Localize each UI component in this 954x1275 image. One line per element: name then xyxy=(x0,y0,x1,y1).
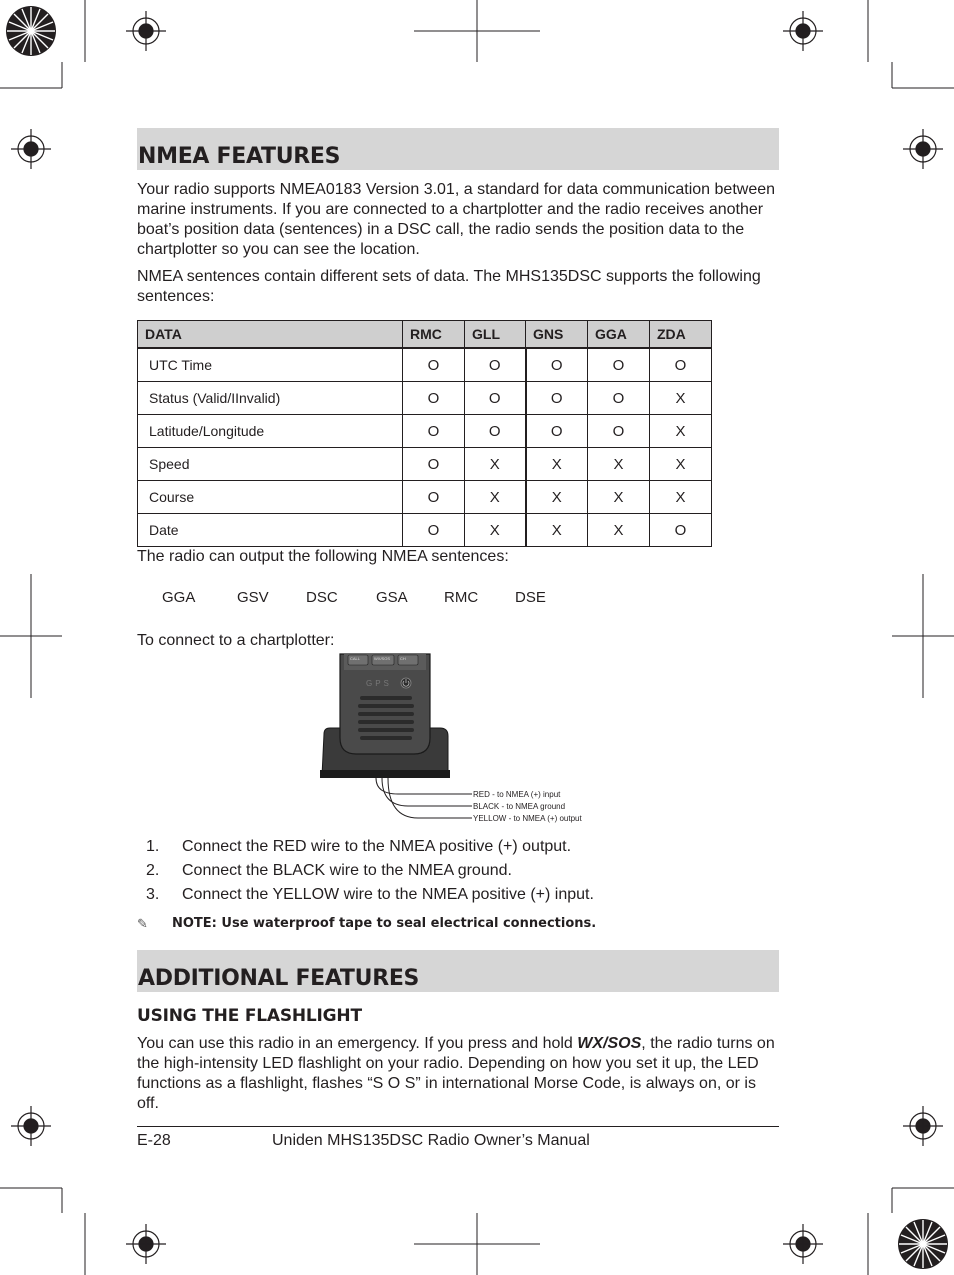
wire-label-yellow: YELLOW - to NMEA (+) output xyxy=(473,814,582,823)
table-cell: X xyxy=(650,415,712,448)
table-cell: X xyxy=(588,514,650,547)
table-cell: O xyxy=(526,382,588,415)
radio-cradle-illustration xyxy=(318,652,618,827)
sentence-item: GSA xyxy=(376,589,408,606)
connect-intro: To connect to a chartplotter: xyxy=(137,632,335,649)
table-cell: O xyxy=(465,415,526,448)
step-text: Connect the RED wire to the NMEA positive (+) output. xyxy=(182,838,572,855)
table-cell: X xyxy=(465,514,526,547)
wxsos-key-name: WX/SOS xyxy=(577,1035,642,1052)
subheading-flashlight: USING THE FLASHLIGHT xyxy=(137,1006,362,1026)
wire-label-red: RED - to NMEA (+) input xyxy=(473,790,561,799)
page-number: E-28 xyxy=(137,1132,171,1149)
table-cell: X xyxy=(465,481,526,514)
table-row xyxy=(138,448,712,481)
button-label-wxsos: WX/SOS xyxy=(374,656,391,661)
table-cell: X xyxy=(650,382,712,415)
wire-label-black: BLACK - to NMEA ground xyxy=(473,802,566,811)
section-header-nmea xyxy=(137,128,779,170)
note-text: NOTE: Use waterproof tape to seal electrical connections. xyxy=(172,916,597,931)
table-cell: O xyxy=(588,348,650,382)
table-header-cell: GLL xyxy=(465,321,526,349)
table-cell: UTC Time xyxy=(138,348,403,382)
sentence-item: GSV xyxy=(237,589,269,606)
step-text: Connect the BLACK wire to the NMEA ground. xyxy=(182,862,512,879)
flashlight-paragraph-end: , the radio turns on the high-intensity LED flashlight on your radio. Depending on how you set it up, the LED functions as a flashlight, flashes “S O S” in international Morse Code, is always on, or is off. xyxy=(137,1035,775,1112)
table-cell: X xyxy=(526,481,588,514)
table-cell: Latitude/Longitude xyxy=(138,415,403,448)
table-header-cell: GGA xyxy=(588,321,650,349)
table-cell: O xyxy=(403,382,465,415)
table-header-cell: ZDA xyxy=(650,321,712,349)
table-header-cell: GNS xyxy=(526,321,588,349)
table-cell: O xyxy=(403,348,465,382)
table-cell: Date xyxy=(138,514,403,547)
wire-bundle xyxy=(376,778,472,818)
table-cell: O xyxy=(403,481,465,514)
sentence-item: DSE xyxy=(515,589,546,606)
table-cell: Status (Valid/IInvalid) xyxy=(138,382,403,415)
section-title: ADDITIONAL FEATURES xyxy=(138,966,420,991)
button-label-ch: CH xyxy=(400,656,406,661)
table-cell: O xyxy=(465,382,526,415)
section-header-additional xyxy=(137,950,779,992)
table-row xyxy=(138,481,712,514)
table-row xyxy=(138,415,712,448)
gps-label: GPS xyxy=(366,679,392,688)
sentence-item: DSC xyxy=(306,589,338,606)
table-cell: O xyxy=(465,348,526,382)
flashlight-paragraph-start: You can use this radio in an emergency. If you press and hold xyxy=(137,1035,578,1052)
table-header-cell: DATA xyxy=(138,321,403,349)
manual-title: Uniden MHS135DSC Radio Owner’s Manual xyxy=(272,1132,590,1149)
table-cell: O xyxy=(588,382,650,415)
table-cell: X xyxy=(526,514,588,547)
table-cell: O xyxy=(650,348,712,382)
flashlight-paragraph xyxy=(137,1034,782,1114)
section-title: NMEA FEATURES xyxy=(138,144,341,169)
table-cell: X xyxy=(465,448,526,481)
output-intro: The radio can output the following NMEA sentences: xyxy=(137,548,509,565)
nmea-data-table xyxy=(137,320,712,547)
step-text: Connect the YELLOW wire to the NMEA positive (+) input. xyxy=(182,886,594,903)
table-row xyxy=(138,514,712,547)
sentence-item: GGA xyxy=(162,589,196,606)
table-cell: O xyxy=(650,514,712,547)
pencil-icon: ✎ xyxy=(137,917,148,932)
table-header-row xyxy=(138,321,712,349)
table-cell: X xyxy=(650,481,712,514)
table-cell: X xyxy=(588,448,650,481)
table-cell: O xyxy=(403,514,465,547)
table-row xyxy=(138,348,712,382)
table-cell: X xyxy=(588,481,650,514)
table-cell: Speed xyxy=(138,448,403,481)
table-cell: O xyxy=(526,415,588,448)
nmea-sentences-paragraph: NMEA sentences contain different sets of data. The MHS135DSC supports the following sentences: xyxy=(137,268,761,305)
step-number: 2. xyxy=(146,862,160,879)
footer-divider xyxy=(137,1126,779,1127)
button-label-call: CALL xyxy=(350,656,361,661)
table-cell: O xyxy=(403,448,465,481)
star-target-top-left xyxy=(6,6,56,56)
table-cell: Course xyxy=(138,481,403,514)
table-cell: O xyxy=(588,415,650,448)
table-header-cell: RMC xyxy=(403,321,465,349)
step-number: 3. xyxy=(146,886,160,903)
sentence-item: RMC xyxy=(444,589,479,606)
table-cell: X xyxy=(526,448,588,481)
step-number: 1. xyxy=(146,838,160,855)
table-cell: X xyxy=(650,448,712,481)
table-row xyxy=(138,382,712,415)
nmea-intro-paragraph: Your radio supports NMEA0183 Version 3.01, a standard for data communication between marine instruments. If you are connected to a chartplotter and the radio receives another boat’s position data (sentences) in a DSC call, the radio sends the position data to the chartplotter so you can see the location. xyxy=(137,181,776,258)
star-target-bottom-right xyxy=(898,1219,948,1269)
table-cell: O xyxy=(403,415,465,448)
table-cell: O xyxy=(526,348,588,382)
